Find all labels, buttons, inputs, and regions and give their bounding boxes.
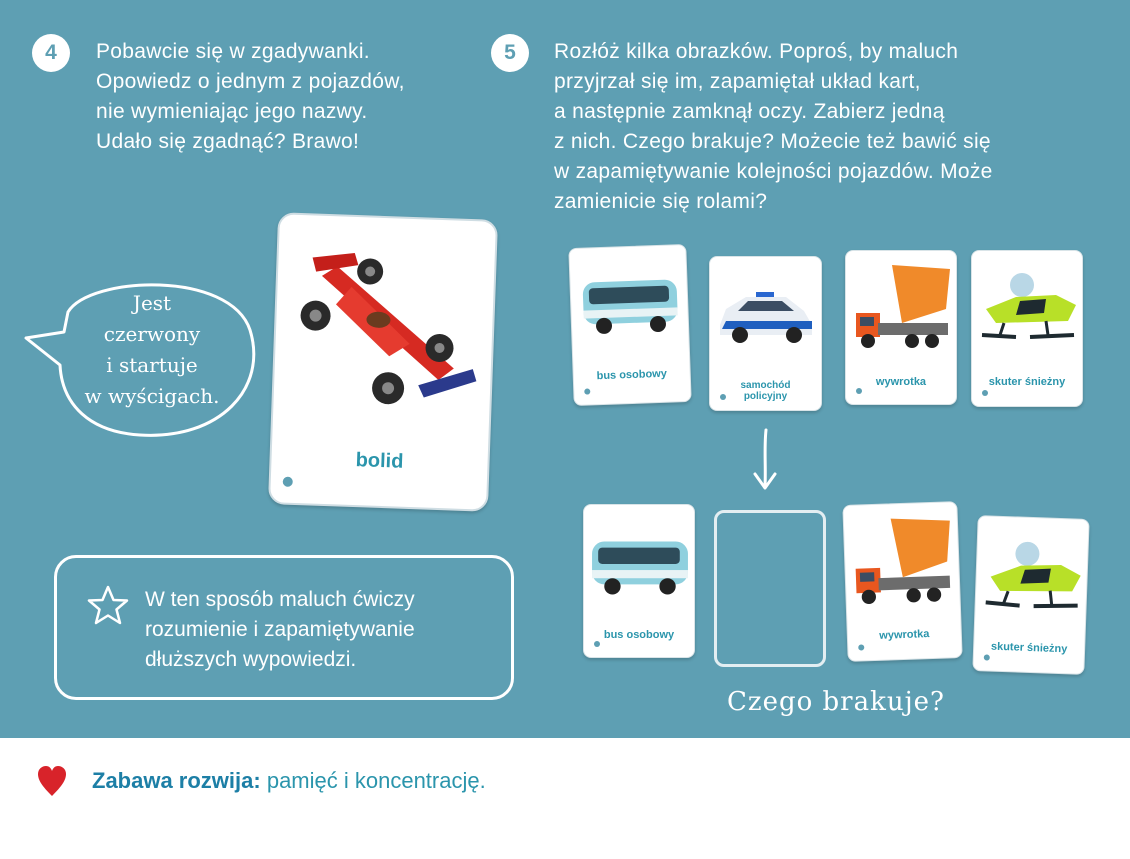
footer-rest: pamięć i koncentrację.	[260, 768, 486, 793]
step-5-line: w zapamiętywanie kolejności pojazdów. Może	[554, 160, 993, 183]
footer-bold: Zabawa rozwija:	[92, 768, 261, 793]
card-dump-truck-label: wywrotka	[879, 628, 930, 642]
step-4-line: Udało się zgadnąć? Brawo!	[96, 130, 360, 153]
card-bolid-label: bolid	[355, 449, 404, 473]
card-dot	[984, 654, 990, 660]
snowmobile-icon	[976, 265, 1080, 349]
card-snowmobile-top[interactable]	[971, 250, 1083, 407]
empty-card-slot[interactable]	[714, 510, 826, 667]
footer-text	[92, 768, 486, 794]
card-dump-truck-bottom[interactable]	[842, 501, 962, 662]
card-bus-bottom[interactable]	[583, 504, 695, 658]
card-bus-top[interactable]	[568, 244, 691, 406]
footer	[0, 738, 1130, 859]
card-bus-label: bus osobowy	[603, 629, 675, 641]
card-police-label	[710, 380, 821, 402]
info-line: dłuższych wypowiedzi.	[145, 648, 357, 671]
police-car-icon	[716, 285, 816, 347]
step-5-line: z nich. Czego brakuje? Możecie też bawić się	[554, 130, 991, 153]
speech-line: czerwony	[103, 322, 201, 346]
card-police-car[interactable]	[709, 256, 822, 411]
card-dump-truck-label: wywrotka	[875, 376, 927, 388]
step-5-line: Rozłóż kilka obrazków. Poproś, by maluch	[554, 40, 959, 63]
card-snowmobile-label: skuter śnieżny	[990, 640, 1068, 656]
dump-truck-icon	[848, 512, 957, 608]
card-dot	[858, 644, 864, 650]
step-4-line: Pobawcie się w zgadywanki.	[96, 40, 370, 63]
info-line: W ten sposób maluch ćwiczy	[145, 588, 415, 611]
card-dump-truck-top[interactable]	[845, 250, 957, 405]
star-icon	[86, 584, 130, 626]
arrow-down-icon	[752, 428, 778, 492]
card-snowmobile-label: skuter śnieżny	[988, 376, 1066, 388]
dump-truck-icon	[850, 261, 954, 351]
card-bolid[interactable]	[268, 212, 498, 512]
speech-line: Jest	[132, 291, 172, 315]
step-5-number: 5	[491, 34, 529, 72]
card-police-label-line: samochód	[740, 380, 791, 391]
card-dot	[982, 390, 988, 396]
speech-line: w wyścigach.	[84, 384, 220, 408]
card-dot	[856, 388, 862, 394]
snowmobile-icon	[979, 532, 1086, 620]
info-text	[145, 585, 415, 675]
step-4-line: nie wymieniając jego nazwy.	[96, 100, 368, 123]
card-dot	[720, 394, 726, 400]
heart-icon	[36, 764, 68, 798]
card-snowmobile-bottom[interactable]	[972, 515, 1089, 675]
step-4-number: 4	[32, 34, 70, 72]
step-5-line: przyjrzał się im, zapamiętał układ kart,	[554, 70, 921, 93]
question-text: Czego brakuje?	[727, 687, 946, 717]
step-5-line: a następnie zamknął oczy. Zabierz jedną	[554, 100, 945, 123]
speech-line: i startuje	[106, 353, 198, 377]
card-police-label-line: policyjny	[743, 391, 788, 402]
step-4-line: Opowiedz o jednym z pojazdów,	[96, 70, 405, 93]
speech-text	[62, 288, 242, 412]
card-dot	[283, 477, 293, 487]
step-4-text	[96, 37, 405, 157]
card-bus-label: bus osobowy	[596, 367, 668, 383]
step-5-text	[554, 37, 993, 217]
bus-icon	[590, 535, 690, 599]
race-car-icon	[287, 245, 483, 422]
bus-icon	[580, 273, 680, 338]
step-5-line: zamienicie się rolami?	[554, 190, 768, 213]
card-dot	[594, 641, 600, 647]
card-dot	[584, 388, 590, 394]
info-line: rozumienie i zapamiętywanie	[145, 618, 415, 641]
